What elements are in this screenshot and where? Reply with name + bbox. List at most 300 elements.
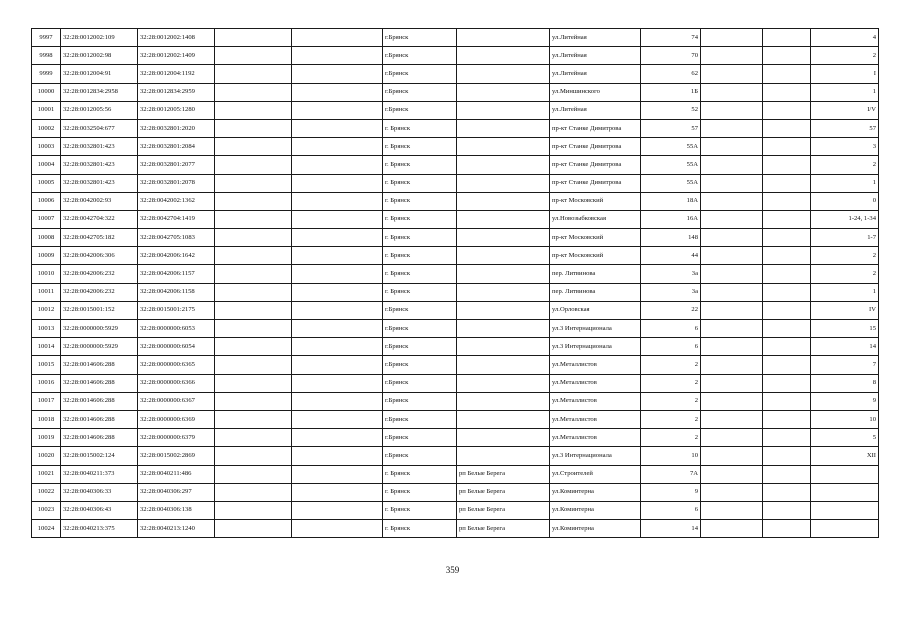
table-row xyxy=(32,301,879,319)
empty-cell xyxy=(701,210,763,228)
empty-cell xyxy=(215,392,292,410)
cadastral-number-parcel: 32:28:0012004:91 xyxy=(61,65,138,83)
row-index: 10013 xyxy=(32,320,61,338)
empty-cell xyxy=(701,138,763,156)
empty-cell xyxy=(292,410,383,428)
row-index: 10001 xyxy=(32,101,61,119)
street-cell: ул.Коминтерна xyxy=(550,501,641,519)
house-number-cell: 14 xyxy=(641,520,701,538)
empty-cell xyxy=(763,138,811,156)
street-cell: пр-кт Станке Димитрова xyxy=(550,138,641,156)
cadastral-number-object: 32:28:0012834:2959 xyxy=(138,83,215,101)
house-number-cell: 2 xyxy=(641,410,701,428)
settlement-cell xyxy=(457,192,550,210)
cadastral-number-parcel: 32:28:0014606:288 xyxy=(61,429,138,447)
empty-cell xyxy=(763,374,811,392)
city-cell: г.Брянск xyxy=(383,447,457,465)
cadastral-number-object: 32:28:0040211:486 xyxy=(138,465,215,483)
table-row xyxy=(32,119,879,137)
row-index: 10007 xyxy=(32,210,61,228)
empty-cell xyxy=(701,283,763,301)
cadastral-number-object: 32:28:0042002:1362 xyxy=(138,192,215,210)
table-row xyxy=(32,83,879,101)
street-cell: пр-кт Станке Димитрова xyxy=(550,174,641,192)
cadastral-number-parcel: 32:28:0012834:2958 xyxy=(61,83,138,101)
row-index: 10016 xyxy=(32,374,61,392)
empty-cell xyxy=(763,501,811,519)
street-cell: ул.3 Интернационала xyxy=(550,338,641,356)
settlement-cell: рп Белые Берега xyxy=(457,465,550,483)
settlement-cell xyxy=(457,174,550,192)
empty-cell xyxy=(292,283,383,301)
empty-cell xyxy=(215,29,292,47)
cadastral-number-object: 32:28:0032801:2077 xyxy=(138,156,215,174)
cadastral-number-object: 32:28:0032801:2084 xyxy=(138,138,215,156)
house-number-cell: 2 xyxy=(641,374,701,392)
city-cell: г.Брянск xyxy=(383,410,457,428)
empty-cell xyxy=(701,83,763,101)
street-cell: ул.Литейная xyxy=(550,29,641,47)
empty-cell xyxy=(292,356,383,374)
apartment-cell: 8 xyxy=(811,374,879,392)
house-number-cell: 6 xyxy=(641,501,701,519)
empty-cell xyxy=(701,320,763,338)
row-index: 10006 xyxy=(32,192,61,210)
settlement-cell xyxy=(457,83,550,101)
city-cell: г. Брянск xyxy=(383,265,457,283)
table-row xyxy=(32,138,879,156)
row-index: 10019 xyxy=(32,429,61,447)
apartment-cell: 1 xyxy=(811,83,879,101)
cadastral-number-parcel: 32:28:0042704:322 xyxy=(61,210,138,228)
empty-cell xyxy=(701,47,763,65)
empty-cell xyxy=(215,483,292,501)
apartment-cell: 2 xyxy=(811,47,879,65)
table-row xyxy=(32,156,879,174)
row-index: 10022 xyxy=(32,483,61,501)
table-row xyxy=(32,429,879,447)
street-cell: ул.Строителей xyxy=(550,465,641,483)
settlement-cell xyxy=(457,210,550,228)
empty-cell xyxy=(292,65,383,83)
empty-cell xyxy=(215,83,292,101)
settlement-cell: рп Белые Берега xyxy=(457,483,550,501)
settlement-cell xyxy=(457,392,550,410)
empty-cell xyxy=(701,156,763,174)
cadastral-number-object: 32:28:0000000:6379 xyxy=(138,429,215,447)
cadastral-number-parcel: 32:28:0012002:109 xyxy=(61,29,138,47)
city-cell: г.Брянск xyxy=(383,374,457,392)
row-index: 10015 xyxy=(32,356,61,374)
empty-cell xyxy=(701,301,763,319)
settlement-cell xyxy=(457,265,550,283)
empty-cell xyxy=(292,320,383,338)
row-index: 10011 xyxy=(32,283,61,301)
table-row xyxy=(32,374,879,392)
row-index: 10000 xyxy=(32,83,61,101)
empty-cell xyxy=(292,392,383,410)
city-cell: г.Брянск xyxy=(383,338,457,356)
cadastral-number-object: 32:28:0012002:1409 xyxy=(138,47,215,65)
settlement-cell xyxy=(457,101,550,119)
empty-cell xyxy=(763,265,811,283)
table-row xyxy=(32,338,879,356)
empty-cell xyxy=(763,101,811,119)
row-index: 9998 xyxy=(32,47,61,65)
apartment-cell: 1-7 xyxy=(811,229,879,247)
page-number: 359 xyxy=(445,565,460,575)
settlement-cell xyxy=(457,229,550,247)
empty-cell xyxy=(215,138,292,156)
street-cell: ул.Орловская xyxy=(550,301,641,319)
table-row xyxy=(32,210,879,228)
empty-cell xyxy=(215,174,292,192)
cadastral-number-parcel: 32:28:0012002:98 xyxy=(61,47,138,65)
apartment-cell: I/V xyxy=(811,101,879,119)
city-cell: г. Брянск xyxy=(383,192,457,210)
empty-cell xyxy=(701,65,763,83)
city-cell: г. Брянск xyxy=(383,465,457,483)
table-row xyxy=(32,29,879,47)
house-number-cell: 6 xyxy=(641,338,701,356)
cadastral-number-parcel: 32:28:0032504:677 xyxy=(61,119,138,137)
city-cell: г.Брянск xyxy=(383,65,457,83)
street-cell: ул.Металлистов xyxy=(550,392,641,410)
street-cell: пр-кт Московский xyxy=(550,247,641,265)
house-number-cell: 3а xyxy=(641,265,701,283)
empty-cell xyxy=(292,483,383,501)
apartment-cell: 5 xyxy=(811,429,879,447)
table-row xyxy=(32,65,879,83)
empty-cell xyxy=(763,465,811,483)
empty-cell xyxy=(215,410,292,428)
empty-cell xyxy=(292,447,383,465)
empty-cell xyxy=(701,356,763,374)
house-number-cell: 2 xyxy=(641,392,701,410)
city-cell: г. Брянск xyxy=(383,210,457,228)
street-cell: ул.Металлистов xyxy=(550,374,641,392)
empty-cell xyxy=(763,210,811,228)
row-index: 10002 xyxy=(32,119,61,137)
cadastral-number-object: 32:28:0042006:1642 xyxy=(138,247,215,265)
empty-cell xyxy=(292,192,383,210)
table-row xyxy=(32,283,879,301)
empty-cell xyxy=(701,174,763,192)
empty-cell xyxy=(215,465,292,483)
row-index: 10009 xyxy=(32,247,61,265)
cadastral-number-parcel: 32:28:0032801:423 xyxy=(61,174,138,192)
empty-cell xyxy=(763,119,811,137)
empty-cell xyxy=(215,429,292,447)
row-index: 10023 xyxy=(32,501,61,519)
empty-cell xyxy=(215,356,292,374)
cadastral-number-parcel: 32:28:0012005:56 xyxy=(61,101,138,119)
city-cell: г. Брянск xyxy=(383,283,457,301)
empty-cell xyxy=(701,501,763,519)
table-row xyxy=(32,356,879,374)
city-cell: г.Брянск xyxy=(383,29,457,47)
empty-cell xyxy=(763,447,811,465)
empty-cell xyxy=(292,210,383,228)
cadastral-number-parcel: 32:28:0000000:5929 xyxy=(61,338,138,356)
empty-cell xyxy=(763,410,811,428)
empty-cell xyxy=(215,65,292,83)
settlement-cell xyxy=(457,356,550,374)
cadastral-number-object: 32:28:0042705:1083 xyxy=(138,229,215,247)
cadastral-number-parcel: 32:28:0015002:124 xyxy=(61,447,138,465)
cadastral-number-parcel: 32:28:0032801:423 xyxy=(61,138,138,156)
apartment-cell: I xyxy=(811,65,879,83)
empty-cell xyxy=(763,47,811,65)
cadastral-number-parcel: 32:28:0042006:306 xyxy=(61,247,138,265)
cadastral-number-parcel: 32:28:0040306:33 xyxy=(61,483,138,501)
apartment-cell: XII xyxy=(811,447,879,465)
apartment-cell: 14 xyxy=(811,338,879,356)
settlement-cell xyxy=(457,447,550,465)
house-number-cell: 18А xyxy=(641,192,701,210)
street-cell: ул.Металлистов xyxy=(550,429,641,447)
settlement-cell xyxy=(457,156,550,174)
city-cell: г.Брянск xyxy=(383,47,457,65)
empty-cell xyxy=(215,520,292,538)
empty-cell xyxy=(292,83,383,101)
cadastral-number-parcel: 32:28:0040306:43 xyxy=(61,501,138,519)
empty-cell xyxy=(215,247,292,265)
settlement-cell xyxy=(457,29,550,47)
empty-cell xyxy=(292,265,383,283)
empty-cell xyxy=(763,320,811,338)
street-cell: ул.Коминтерна xyxy=(550,483,641,501)
street-cell: ул.Миншинского xyxy=(550,83,641,101)
street-cell: пер. Литвинова xyxy=(550,265,641,283)
city-cell: г.Брянск xyxy=(383,101,457,119)
row-index: 10014 xyxy=(32,338,61,356)
apartment-cell xyxy=(811,501,879,519)
street-cell: пр-кт Московский xyxy=(550,229,641,247)
table-row xyxy=(32,229,879,247)
cadastral-number-object: 32:28:0012004:1192 xyxy=(138,65,215,83)
apartment-cell: 15 xyxy=(811,320,879,338)
house-number-cell: 74 xyxy=(641,29,701,47)
cadastral-number-object: 32:28:0042704:1419 xyxy=(138,210,215,228)
table-row xyxy=(32,483,879,501)
empty-cell xyxy=(292,429,383,447)
street-cell: пр-кт Московский xyxy=(550,192,641,210)
row-index: 10008 xyxy=(32,229,61,247)
empty-cell xyxy=(701,247,763,265)
empty-cell xyxy=(763,483,811,501)
house-number-cell: 2 xyxy=(641,429,701,447)
house-number-cell: 2 xyxy=(641,356,701,374)
empty-cell xyxy=(701,192,763,210)
empty-cell xyxy=(701,374,763,392)
empty-cell xyxy=(292,138,383,156)
street-cell: ул.Коминтерна xyxy=(550,520,641,538)
empty-cell xyxy=(763,156,811,174)
empty-cell xyxy=(292,501,383,519)
empty-cell xyxy=(701,265,763,283)
empty-cell xyxy=(763,229,811,247)
cadastral-number-parcel: 32:28:0014606:288 xyxy=(61,374,138,392)
empty-cell xyxy=(292,174,383,192)
city-cell: г. Брянск xyxy=(383,119,457,137)
house-number-cell: 22 xyxy=(641,301,701,319)
house-number-cell: 55А xyxy=(641,138,701,156)
empty-cell xyxy=(701,29,763,47)
empty-cell xyxy=(292,465,383,483)
cadastral-number-parcel: 32:28:0040211:373 xyxy=(61,465,138,483)
table-row xyxy=(32,447,879,465)
cadastral-number-object: 32:28:0042006:1158 xyxy=(138,283,215,301)
street-cell: пер. Литвинова xyxy=(550,283,641,301)
row-index: 10024 xyxy=(32,520,61,538)
apartment-cell: IV xyxy=(811,301,879,319)
cadastral-number-object: 32:28:0032801:2078 xyxy=(138,174,215,192)
settlement-cell xyxy=(457,47,550,65)
table-row xyxy=(32,47,879,65)
house-number-cell: 148 xyxy=(641,229,701,247)
city-cell: г. Брянск xyxy=(383,483,457,501)
table-row xyxy=(32,320,879,338)
city-cell: г. Брянск xyxy=(383,138,457,156)
empty-cell xyxy=(215,283,292,301)
empty-cell xyxy=(215,301,292,319)
cadastral-number-parcel: 32:28:0042002:93 xyxy=(61,192,138,210)
street-cell: ул.Металлистов xyxy=(550,356,641,374)
empty-cell xyxy=(701,229,763,247)
settlement-cell xyxy=(457,247,550,265)
settlement-cell xyxy=(457,283,550,301)
cadastral-number-object: 32:28:0000000:6365 xyxy=(138,356,215,374)
table-row xyxy=(32,465,879,483)
house-number-cell: 55А xyxy=(641,174,701,192)
apartment-cell xyxy=(811,483,879,501)
empty-cell xyxy=(763,247,811,265)
empty-cell xyxy=(292,29,383,47)
empty-cell xyxy=(763,29,811,47)
empty-cell xyxy=(292,101,383,119)
settlement-cell xyxy=(457,410,550,428)
cadastral-number-object: 32:28:0015002:2869 xyxy=(138,447,215,465)
table-row xyxy=(32,174,879,192)
city-cell: г.Брянск xyxy=(383,392,457,410)
city-cell: г. Брянск xyxy=(383,247,457,265)
settlement-cell xyxy=(457,374,550,392)
empty-cell xyxy=(292,520,383,538)
cadastral-number-parcel: 32:28:0014606:288 xyxy=(61,356,138,374)
row-index: 10003 xyxy=(32,138,61,156)
street-cell: ул.Литейная xyxy=(550,65,641,83)
empty-cell xyxy=(215,320,292,338)
table-row xyxy=(32,501,879,519)
cadastral-number-parcel: 32:28:0015001:152 xyxy=(61,301,138,319)
city-cell: г.Брянск xyxy=(383,429,457,447)
settlement-cell xyxy=(457,301,550,319)
row-index: 10021 xyxy=(32,465,61,483)
cadastral-number-parcel: 32:28:0032801:423 xyxy=(61,156,138,174)
street-cell: ул.3 Интернационала xyxy=(550,320,641,338)
row-index: 10005 xyxy=(32,174,61,192)
table-row xyxy=(32,247,879,265)
empty-cell xyxy=(701,101,763,119)
empty-cell xyxy=(763,83,811,101)
street-cell: ул.Металлистов xyxy=(550,410,641,428)
empty-cell xyxy=(215,447,292,465)
registry-table xyxy=(31,28,879,538)
house-number-cell: 44 xyxy=(641,247,701,265)
apartment-cell: 0 xyxy=(811,192,879,210)
cadastral-number-object: 32:28:0000000:6053 xyxy=(138,320,215,338)
empty-cell xyxy=(701,410,763,428)
street-cell: пр-кт Станке Димитрова xyxy=(550,119,641,137)
cadastral-number-object: 32:28:0012005:1280 xyxy=(138,101,215,119)
house-number-cell: 1Б xyxy=(641,83,701,101)
empty-cell xyxy=(701,392,763,410)
settlement-cell xyxy=(457,138,550,156)
house-number-cell: 6 xyxy=(641,320,701,338)
empty-cell xyxy=(701,520,763,538)
city-cell: г.Брянск xyxy=(383,356,457,374)
cadastral-number-object: 32:28:0000000:6366 xyxy=(138,374,215,392)
apartment-cell: 2 xyxy=(811,265,879,283)
cadastral-number-parcel: 32:28:0000000:5929 xyxy=(61,320,138,338)
empty-cell xyxy=(763,520,811,538)
city-cell: г. Брянск xyxy=(383,501,457,519)
apartment-cell xyxy=(811,465,879,483)
house-number-cell: 62 xyxy=(641,65,701,83)
empty-cell xyxy=(763,356,811,374)
empty-cell xyxy=(292,229,383,247)
city-cell: г. Брянск xyxy=(383,520,457,538)
empty-cell xyxy=(215,192,292,210)
cadastral-number-object: 32:28:0012002:1408 xyxy=(138,29,215,47)
city-cell: г.Брянск xyxy=(383,320,457,338)
row-index: 10018 xyxy=(32,410,61,428)
house-number-cell: 70 xyxy=(641,47,701,65)
apartment-cell xyxy=(811,520,879,538)
house-number-cell: 7А xyxy=(641,465,701,483)
empty-cell xyxy=(215,265,292,283)
table-row xyxy=(32,265,879,283)
apartment-cell: 7 xyxy=(811,356,879,374)
cadastral-number-parcel: 32:28:0042705:182 xyxy=(61,229,138,247)
city-cell: г.Брянск xyxy=(383,301,457,319)
empty-cell xyxy=(292,156,383,174)
apartment-cell: 4 xyxy=(811,29,879,47)
cadastral-number-object: 32:28:0040213:1240 xyxy=(138,520,215,538)
empty-cell xyxy=(763,301,811,319)
empty-cell xyxy=(215,101,292,119)
row-index: 10017 xyxy=(32,392,61,410)
empty-cell xyxy=(763,429,811,447)
cadastral-number-parcel: 32:28:0042006:232 xyxy=(61,283,138,301)
empty-cell xyxy=(701,338,763,356)
street-cell: ул.Литейная xyxy=(550,47,641,65)
table-row xyxy=(32,192,879,210)
empty-cell xyxy=(215,229,292,247)
empty-cell xyxy=(292,338,383,356)
apartment-cell: 57 xyxy=(811,119,879,137)
house-number-cell: 16А xyxy=(641,210,701,228)
empty-cell xyxy=(215,338,292,356)
cadastral-number-object: 32:28:0032801:2020 xyxy=(138,119,215,137)
apartment-cell: 1 xyxy=(811,283,879,301)
city-cell: г. Брянск xyxy=(383,229,457,247)
cadastral-number-object: 32:28:0042006:1157 xyxy=(138,265,215,283)
table-row xyxy=(32,101,879,119)
cadastral-number-object: 32:28:0000000:6367 xyxy=(138,392,215,410)
settlement-cell: рп Белые Берега xyxy=(457,501,550,519)
